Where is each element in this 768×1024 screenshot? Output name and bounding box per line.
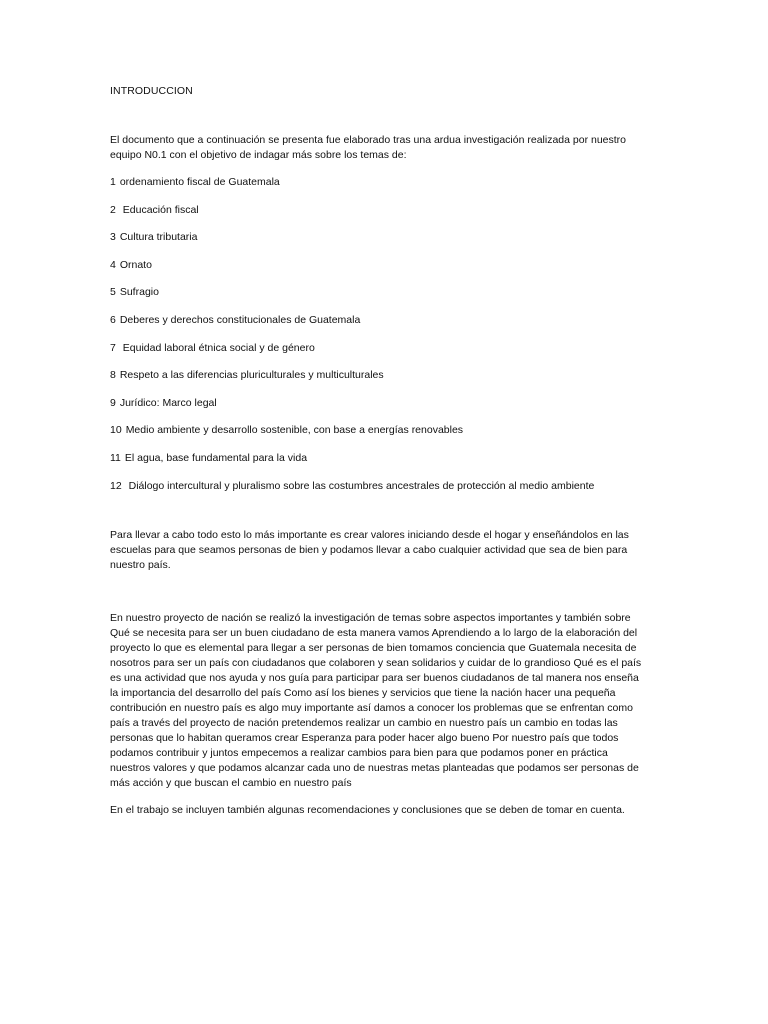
list-item-text: Sufragio [119, 286, 159, 299]
list-item-text: Deberes y derechos constitucionales de Guatemala [119, 313, 361, 326]
list-item [110, 451, 642, 466]
list-item [110, 230, 642, 245]
list-item-number: 4 [110, 258, 116, 271]
list-item-number: 5 [110, 286, 116, 299]
intro-paragraph: El documento que a continuación se presenta fue elaborado tras una ardua investigación realizada por nuestro equipo N0.1 con el objetivo de indagar más sobre los temas de: [110, 134, 627, 161]
topics-list [110, 175, 642, 494]
list-item-text: ordenamiento fiscal de Guatemala [119, 176, 280, 188]
list-item [110, 203, 642, 218]
list-item-number: 9 [110, 396, 116, 409]
list-item [110, 368, 642, 383]
list-item-number: 11 [110, 451, 121, 464]
list-item-number: 12 [110, 479, 122, 492]
list-item-number: 3 [110, 231, 116, 244]
list-item-text: Respeto a las diferencias pluriculturales y multiculturales [119, 369, 384, 382]
list-item-text: Educación fiscal [119, 203, 199, 216]
body-paragraph-recommendations: En el trabajo se incluyen también algunas recomendaciones y conclusiones que se deben de tomar en cuenta. [110, 803, 625, 816]
list-item-number: 8 [110, 369, 116, 382]
list-item [110, 258, 642, 273]
list-item-number: 7 [110, 341, 116, 354]
document-title: INTRODUCCION [110, 85, 193, 97]
list-item [110, 479, 642, 494]
list-item [110, 396, 642, 411]
list-item-text: El agua, base fundamental para la vida [124, 451, 308, 464]
list-item-number: 1 [110, 176, 116, 188]
list-item [110, 175, 642, 190]
list-item [110, 423, 642, 438]
document-page [110, 84, 642, 818]
list-item-text: Diálogo intercultural y pluralismo sobre las costumbres ancestrales de protección al medio ambiente [125, 479, 595, 492]
list-item-number: 2 [110, 203, 116, 216]
list-item-number: 6 [110, 313, 116, 326]
list-item-text: Jurídico: Marco legal [119, 396, 217, 409]
list-item [110, 313, 642, 328]
list-item [110, 341, 642, 356]
list-item-text: Medio ambiente y desarrollo sostenible, con base a energías renovables [125, 424, 464, 437]
list-item-text: Equidad laboral étnica social y de género [119, 341, 315, 354]
list-item-number: 10 [110, 424, 122, 437]
list-item-text: Cultura tributaria [119, 231, 198, 244]
list-item-text: Ornato [119, 258, 152, 271]
body-paragraph-values: Para llevar a cabo todo esto lo más importante es crear valores iniciando desde el hogar y enseñándolos en las escuelas para que seamos personas de bien y podamos llevar a cabo cualquier actividad que sea de bien para nuestro país. [110, 528, 629, 571]
list-item [110, 285, 642, 300]
body-paragraph-project: En nuestro proyecto de nación se realizó la investigación de temas sobre aspectos importantes y también sobre Qué se necesita para ser un buen ciudadano de esta manera vamos Aprendiendo a lo largo de la elaboración del proyecto lo que es elemental para llegar a ser personas de bien tomamos conciencia que Guatemala necesita de nosotros para ser un país con ciudadanos que colaboren y sean solidarios y cuidar de lo grandioso Qué es el país es una actividad que nos ayuda y nos guía para participar para ser buenos ciudadanos de tal manera nos enseña la importancia del desarrollo del país Como así los bienes y servicios que tiene la nación hacer una pequeña contribución en nuestro país es algo muy importante así damos a conocer los problemas que se enfrentan como país a través del proyecto de nación pretendemos realizar un cambio en nuestro país un cambio en todas las personas que lo habitan queramos crear Esperanza para poder hacer algo bueno Por nuestro país que todos podamos contribuir y juntos empecemos a realizar cambios para bien para que podamos poner en práctica nuestros valores y que podamos alcanzar cada uno de nuestras metas planteadas que podamos ser personas de más acción y que buscan el cambio en nuestro país [110, 611, 642, 789]
